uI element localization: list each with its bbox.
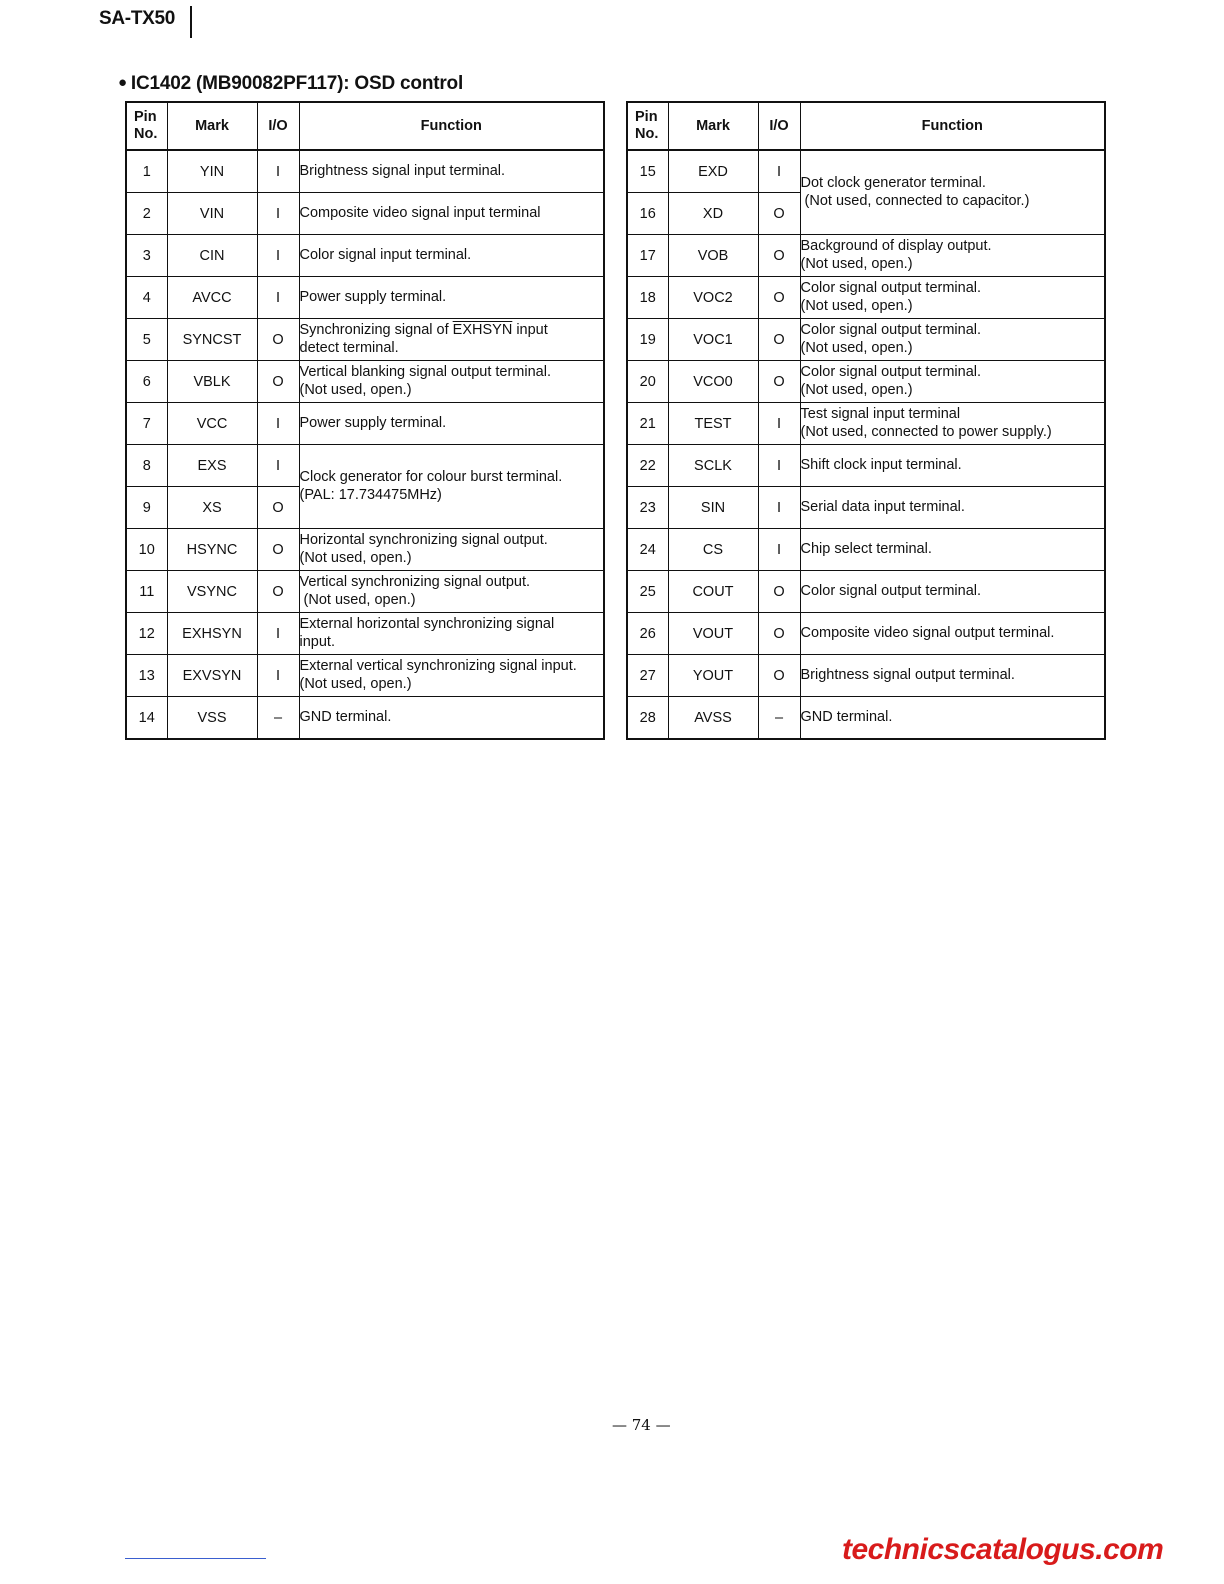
pin-function: Chip select terminal. (800, 529, 1105, 571)
pin-mark: VCO0 (668, 361, 758, 403)
pin-mark: VCC (167, 403, 257, 445)
pin-io: O (758, 319, 800, 361)
table-row (627, 697, 1105, 740)
pin-io: O (257, 487, 299, 529)
table-row (627, 445, 1105, 487)
pin-mark: VSYNC (167, 571, 257, 613)
bullet-icon: ● (118, 74, 127, 91)
pin-mark: VOB (668, 235, 758, 277)
pin-mark: AVCC (167, 277, 257, 319)
pin-number: 15 (627, 150, 668, 193)
watermark-link[interactable]: technicscatalogus.com (842, 1533, 1164, 1566)
pin-function: GND terminal. (299, 697, 604, 740)
pin-io: O (257, 529, 299, 571)
pin-mark: VIN (167, 193, 257, 235)
pin-function: Color signal output terminal. (Not used, open.) (800, 361, 1105, 403)
col-pin-no: Pin No. (126, 102, 167, 150)
table-row (126, 445, 604, 487)
pin-io: I (257, 613, 299, 655)
pin-mark: YIN (167, 150, 257, 193)
table-header-row (126, 102, 604, 150)
pin-io: I (257, 277, 299, 319)
pin-io: O (758, 277, 800, 319)
pin-table-left (125, 101, 605, 740)
table-row (126, 529, 604, 571)
pin-mark: SYNCST (167, 319, 257, 361)
col-function: Function (299, 102, 604, 150)
pin-mark: EXVSYN (167, 655, 257, 697)
col-mark: Mark (167, 102, 257, 150)
pin-mark: VOUT (668, 613, 758, 655)
pin-number: 7 (126, 403, 167, 445)
pin-mark: SIN (668, 487, 758, 529)
pin-mark: EXS (167, 445, 257, 487)
pin-io: I (257, 403, 299, 445)
model-number: SA-TX50 (99, 8, 176, 29)
pin-mark: AVSS (668, 697, 758, 740)
pin-io: I (257, 150, 299, 193)
pin-mark: CIN (167, 235, 257, 277)
pin-number: 11 (126, 571, 167, 613)
pin-function: Composite video signal output terminal. (800, 613, 1105, 655)
pin-number: 10 (126, 529, 167, 571)
pin-io: I (758, 487, 800, 529)
col-function: Function (800, 102, 1105, 150)
pin-function: Color signal input terminal. (299, 235, 604, 277)
col-pin-no: Pin No. (627, 102, 668, 150)
pin-function: Brightness signal input terminal. (299, 150, 604, 193)
pin-function: Background of display output. (Not used, open.) (800, 235, 1105, 277)
pin-io: I (257, 445, 299, 487)
pin-mark: VSS (167, 697, 257, 740)
table-row (126, 193, 604, 235)
pin-io: O (758, 655, 800, 697)
pin-number: 18 (627, 277, 668, 319)
pin-function: Clock generator for colour burst terminal. (PAL: 17.734475MHz) (299, 445, 604, 529)
pin-function: Serial data input terminal. (800, 487, 1105, 529)
table-row (627, 655, 1105, 697)
pin-function: Shift clock input terminal. (800, 445, 1105, 487)
pin-function: Vertical blanking signal output terminal. (Not used, open.) (299, 361, 604, 403)
pin-function: Power supply terminal. (299, 403, 604, 445)
pin-function: Composite video signal input terminal (299, 193, 604, 235)
pin-number: 2 (126, 193, 167, 235)
footer-link-underline (125, 1558, 266, 1559)
pin-mark: XS (167, 487, 257, 529)
pin-function: Test signal input terminal (Not used, connected to power supply.) (800, 403, 1105, 445)
pin-io: O (758, 193, 800, 235)
table-header-row (627, 102, 1105, 150)
table-row (627, 403, 1105, 445)
pin-number: 25 (627, 571, 668, 613)
table-row (126, 277, 604, 319)
pin-function: Color signal output terminal. (Not used, open.) (800, 277, 1105, 319)
pin-number: 16 (627, 193, 668, 235)
pin-io: I (257, 235, 299, 277)
page-number: — 74 — (612, 1416, 671, 1434)
pin-table-right (626, 101, 1106, 740)
header-divider (190, 6, 192, 38)
pin-number: 13 (126, 655, 167, 697)
table-row (126, 613, 604, 655)
table-row (627, 150, 1105, 193)
pin-number: 20 (627, 361, 668, 403)
col-mark: Mark (668, 102, 758, 150)
pin-number: 28 (627, 697, 668, 740)
pin-io: – (257, 697, 299, 740)
table-row (627, 487, 1105, 529)
pin-io: I (758, 445, 800, 487)
table-row (627, 613, 1105, 655)
pin-function: Color signal output terminal. (Not used, open.) (800, 319, 1105, 361)
section-title-text: IC1402 (MB90082PF117): OSD control (130, 73, 464, 94)
pin-number: 12 (126, 613, 167, 655)
table-row (126, 697, 604, 740)
pin-number: 1 (126, 150, 167, 193)
pin-mark: YOUT (668, 655, 758, 697)
table-row (627, 277, 1105, 319)
table-row (627, 319, 1105, 361)
pin-io: O (257, 571, 299, 613)
pin-mark: SCLK (668, 445, 758, 487)
pin-function: Color signal output terminal. (800, 571, 1105, 613)
table-row (126, 571, 604, 613)
pin-number: 26 (627, 613, 668, 655)
pin-function: External vertical synchronizing signal input. (Not used, open.) (299, 655, 604, 697)
pin-io: O (758, 361, 800, 403)
section-title (118, 73, 463, 95)
pin-function: External horizontal synchronizing signal input. (299, 613, 604, 655)
table-row (126, 150, 604, 193)
col-io: I/O (758, 102, 800, 150)
pin-number: 24 (627, 529, 668, 571)
col-io: I/O (257, 102, 299, 150)
table-row (627, 529, 1105, 571)
table-row (126, 361, 604, 403)
pin-mark: VOC1 (668, 319, 758, 361)
pin-io: – (758, 697, 800, 740)
pin-number: 3 (126, 235, 167, 277)
pin-io: O (758, 571, 800, 613)
pin-function: Horizontal synchronizing signal output. (Not used, open.) (299, 529, 604, 571)
pin-io: O (758, 235, 800, 277)
table-row (126, 655, 604, 697)
pin-number: 23 (627, 487, 668, 529)
pin-mark: TEST (668, 403, 758, 445)
pin-mark: COUT (668, 571, 758, 613)
pin-function: GND terminal. (800, 697, 1105, 740)
pin-mark: CS (668, 529, 758, 571)
pin-number: 17 (627, 235, 668, 277)
table-row (627, 571, 1105, 613)
pin-io: I (758, 529, 800, 571)
pin-number: 14 (126, 697, 167, 740)
pin-mark: VOC2 (668, 277, 758, 319)
pin-number: 19 (627, 319, 668, 361)
table-row (627, 235, 1105, 277)
pin-function: Power supply terminal. (299, 277, 604, 319)
pin-number: 6 (126, 361, 167, 403)
pin-number: 27 (627, 655, 668, 697)
pin-io: O (758, 613, 800, 655)
table-row (126, 319, 604, 361)
pin-io: I (257, 193, 299, 235)
table-row (126, 235, 604, 277)
pin-function: Synchronizing signal of EXHSYN input detect terminal. (299, 319, 604, 361)
exhsyn-overline: EXHSYN (452, 322, 513, 338)
pin-io: I (758, 150, 800, 193)
table-row (627, 361, 1105, 403)
pin-number: 4 (126, 277, 167, 319)
pin-function: Brightness signal output terminal. (800, 655, 1105, 697)
pin-function: Vertical synchronizing signal output. (Not used, open.) (299, 571, 604, 613)
pin-io: O (257, 361, 299, 403)
pin-mark: EXD (668, 150, 758, 193)
pin-number: 9 (126, 487, 167, 529)
pin-function: Dot clock generator terminal. (Not used, connected to capacitor.) (800, 150, 1105, 235)
pin-mark: HSYNC (167, 529, 257, 571)
table-row (126, 403, 604, 445)
pin-io: O (257, 319, 299, 361)
pin-mark: XD (668, 193, 758, 235)
pin-number: 22 (627, 445, 668, 487)
pin-number: 5 (126, 319, 167, 361)
pin-mark: VBLK (167, 361, 257, 403)
pin-number: 8 (126, 445, 167, 487)
pin-io: I (257, 655, 299, 697)
pin-number: 21 (627, 403, 668, 445)
pin-io: I (758, 403, 800, 445)
pin-mark: EXHSYN (167, 613, 257, 655)
